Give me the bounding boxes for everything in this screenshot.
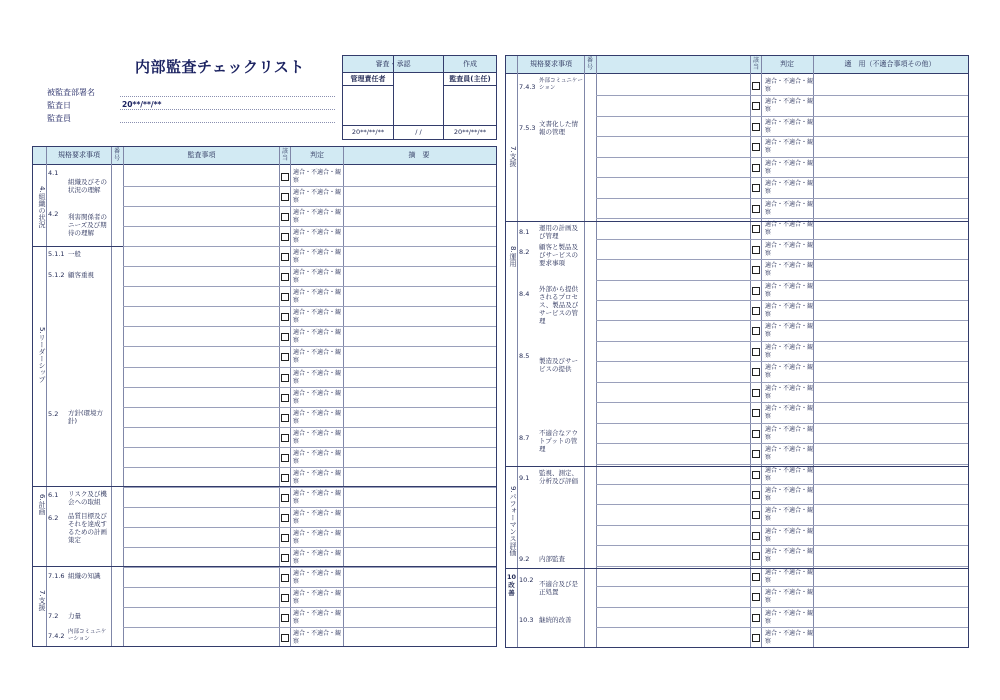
item-number: 4.1 [48, 169, 59, 177]
judgement-text[interactable]: 適合・不適合・観察 [293, 209, 342, 225]
applicable-checkbox[interactable] [752, 368, 760, 376]
col-header-applicable: 該当 [752, 57, 759, 71]
item-number: 9.1 [519, 474, 530, 482]
judgement-text[interactable]: 適合・不適合・観察 [293, 529, 342, 545]
col-header-applicable: 該当 [281, 148, 288, 162]
judgement-text[interactable]: 適合・不適合・観察 [765, 466, 814, 482]
judgement-text[interactable]: 適合・不適合・観察 [293, 169, 342, 184]
applicable-checkbox[interactable] [281, 273, 289, 281]
section-label: 7.支援 [509, 145, 517, 167]
applicable-checkbox[interactable] [752, 532, 760, 540]
judgement-text[interactable]: 適合・不適合・観察 [765, 609, 814, 625]
section-label: 9.パフォーマンス評価 [509, 486, 517, 556]
applicable-checkbox[interactable] [281, 333, 289, 341]
item-number: 8.2 [519, 248, 530, 256]
judgement-text[interactable]: 適合・不適合・観察 [765, 384, 814, 400]
applicable-checkbox[interactable] [281, 594, 289, 602]
left-table-header [33, 147, 496, 165]
item-number: 8.4 [519, 290, 530, 298]
applicable-checkbox[interactable] [281, 454, 289, 462]
judgement-text[interactable]: 適合・不適合・観察 [765, 568, 814, 584]
item-number: 10.2 [519, 576, 534, 584]
judgement-text[interactable]: 適合・不適合・観察 [765, 446, 814, 462]
item-text: リスク及び機会への取組 [68, 490, 107, 506]
right-checklist-table [505, 55, 969, 648]
applicable-checkbox[interactable] [752, 491, 760, 499]
judgement-text[interactable]: 適合・不適合・観察 [765, 241, 814, 257]
applicable-checkbox[interactable] [752, 389, 760, 397]
judgement-text[interactable]: 適合・不適合・観察 [293, 289, 342, 305]
create-header: 作成 [444, 56, 496, 73]
auditor-label: 監査員 [47, 114, 71, 123]
applicable-checkbox[interactable] [752, 634, 760, 642]
section-label: 6.計画 [38, 493, 46, 515]
applicable-checkbox[interactable] [752, 307, 760, 315]
judgement-text[interactable]: 適合・不適合・観察 [765, 180, 814, 196]
applicable-checkbox[interactable] [752, 164, 760, 172]
applicable-checkbox[interactable] [752, 266, 760, 274]
item-number: 7.4.2 [48, 632, 65, 640]
col-header-item: 監査事項 [187, 151, 216, 159]
applicable-checkbox[interactable] [752, 246, 760, 254]
col-line [111, 147, 112, 646]
judgement-text[interactable]: 適合・不適合・観察 [765, 98, 814, 114]
judgement-text[interactable]: 適合・不適合・観察 [293, 549, 342, 565]
judgement-text[interactable]: 適合・不適合・観察 [765, 343, 814, 359]
item-number: 5.1.2 [48, 271, 65, 279]
left-checklist-table [32, 146, 497, 647]
col-line [517, 56, 518, 647]
item-number: 7.2 [48, 612, 59, 620]
applicable-checkbox[interactable] [281, 414, 289, 422]
sig-date-2[interactable]: 20**/**/** [444, 125, 496, 139]
item-text: 利害関係者のニーズ及び期待の理解 [68, 213, 107, 237]
judgement-text[interactable]: 適合・不適合・観察 [293, 509, 342, 525]
applicable-checkbox[interactable] [281, 394, 289, 402]
item-text: 顧客重視 [68, 271, 94, 279]
item-text: 品質目標及びそれを達成するための計画策定 [68, 512, 107, 544]
judgement-text[interactable]: 適合・不適合・観察 [765, 221, 814, 237]
judgement-text[interactable]: 適合・不適合・観察 [765, 507, 814, 523]
judgement-text[interactable]: 適合・不適合・観察 [765, 527, 814, 543]
applicable-checkbox[interactable] [752, 552, 760, 560]
item-text: 力量 [68, 612, 81, 620]
judgement-text[interactable]: 適合・不適合・観察 [293, 249, 342, 265]
date-label: 監査日 [47, 101, 71, 110]
judgement-text[interactable]: 適合・不適合・観察 [765, 139, 814, 155]
judgement-text[interactable]: 適合・不適合・観察 [765, 118, 814, 134]
col-header-judge: 判定 [780, 60, 794, 68]
applicable-checkbox[interactable] [281, 494, 289, 502]
applicable-checkbox[interactable] [281, 374, 289, 382]
judgement-text[interactable]: 適合・不適合・観察 [293, 189, 342, 205]
section-label: 7.支援 [38, 589, 46, 611]
item-text: 製造及びサービスの提供 [539, 357, 578, 373]
col-line [46, 147, 47, 646]
judgement-text[interactable]: 適合・不適合・観察 [765, 323, 814, 339]
auditor-field-line[interactable] [120, 122, 335, 123]
judgement-text[interactable]: 適合・不適合・観察 [765, 405, 814, 421]
applicable-checkbox[interactable] [752, 593, 760, 601]
judgement-text[interactable]: 適合・不適合・観察 [293, 309, 342, 325]
judgement-text[interactable]: 適合・不適合・観察 [293, 429, 342, 445]
item-number: 10.3 [519, 616, 534, 624]
judgement-text[interactable]: 適合・不適合・観察 [293, 449, 342, 465]
applicable-checkbox[interactable] [281, 514, 289, 522]
applicable-checkbox[interactable] [281, 173, 289, 181]
judgement-text[interactable]: 適合・不適合・観察 [765, 200, 814, 216]
judgement-text[interactable]: 適合・不適合・観察 [293, 590, 342, 606]
page-title: 内部監査チェックリスト [135, 58, 305, 76]
item-text: 方針(環境方針) [68, 409, 104, 425]
applicable-checkbox[interactable] [752, 327, 760, 335]
item-text: 運用の計画及び管理 [539, 224, 578, 240]
applicable-checkbox[interactable] [281, 253, 289, 261]
approve-header: 審査・承認 [343, 56, 443, 73]
manager-label: 管理責任者 [343, 73, 393, 86]
sig-date-mid[interactable]: / / [394, 125, 443, 139]
col-header-req: 規格要求事項 [58, 151, 100, 159]
dept-field-line[interactable] [120, 96, 335, 97]
right-table-header [506, 56, 968, 74]
signature-box [342, 55, 497, 140]
judgement-text[interactable]: 適合・不適合・観察 [293, 329, 342, 345]
col-header-req: 規格要求事項 [530, 60, 572, 68]
item-number: 8.7 [519, 434, 530, 442]
item-number: 8.1 [519, 228, 530, 236]
judgement-text[interactable]: 適合・不適合・観察 [765, 548, 814, 564]
judgement-text[interactable]: 適合・不適合・観察 [765, 282, 814, 298]
sig-date-1[interactable]: 20**/**/** [343, 125, 393, 139]
section-label: 8.運用 [509, 245, 517, 267]
applicable-checkbox[interactable] [281, 554, 289, 562]
item-text: 不適合なアウトプットの管理 [539, 429, 578, 453]
applicable-checkbox[interactable] [752, 102, 760, 110]
judgement-text[interactable]: 適合・不適合・観察 [293, 229, 342, 245]
date-field-line [120, 109, 335, 110]
judgement-text[interactable]: 適合・不適合・観察 [293, 389, 342, 405]
item-number: 8.5 [519, 352, 530, 360]
section-label: 4.組織の状況 [38, 186, 46, 228]
section-label: 5.リーダーシップ [38, 326, 46, 383]
judgement-text[interactable]: 適合・不適合・観察 [293, 349, 342, 365]
applicable-checkbox[interactable] [752, 573, 760, 581]
judgement-text[interactable]: 適合・不適合・観察 [765, 630, 814, 646]
item-text: 顧客と製品及びサービスの要求事項 [539, 243, 578, 267]
applicable-checkbox[interactable] [752, 430, 760, 438]
applicable-checkbox[interactable] [752, 123, 760, 131]
applicable-checkbox[interactable] [281, 614, 289, 622]
item-text: 不適合及び是正処置 [539, 580, 578, 596]
item-number: 7.4.3 [519, 83, 536, 91]
item-number: 6.1 [48, 491, 59, 499]
section-label: 10改善 [506, 573, 517, 597]
item-text: 外部コミュニケーション [539, 78, 583, 91]
judgement-text[interactable]: 適合・不適合・観察 [293, 570, 342, 585]
applicable-checkbox[interactable] [281, 634, 289, 642]
applicable-checkbox[interactable] [752, 143, 760, 151]
col-header-summary: 摘 要 [408, 151, 430, 159]
judgement-text[interactable]: 適合・不適合・観察 [293, 630, 342, 646]
col-line [584, 56, 585, 647]
judgement-text[interactable]: 適合・不適合・観察 [293, 369, 342, 385]
item-number: 5.1.1 [48, 250, 65, 258]
item-text: 外部から提供されるプロセス、製品及びサービスの管理 [539, 285, 579, 325]
item-number: 6.2 [48, 514, 59, 522]
item-number: 7.5.3 [519, 124, 536, 132]
item-text: 組織の知識 [68, 572, 101, 580]
col-header-remarks: 適 用（不適合事項その他） [844, 60, 936, 68]
applicable-checkbox[interactable] [752, 82, 760, 90]
applicable-checkbox[interactable] [752, 287, 760, 295]
judgement-text[interactable]: 適合・不適合・観察 [293, 489, 342, 505]
item-text: 組織及びその状況の理解 [68, 178, 107, 194]
judgement-text[interactable]: 適合・不適合・観察 [293, 610, 342, 626]
applicable-checkbox[interactable] [752, 348, 760, 356]
judgement-text[interactable]: 適合・不適合・観察 [765, 262, 814, 278]
judgement-text[interactable]: 適合・不適合・観察 [765, 487, 814, 502]
applicable-checkbox[interactable] [281, 293, 289, 301]
col-header-judge: 判定 [310, 151, 324, 159]
applicable-checkbox[interactable] [752, 184, 760, 192]
judgement-text[interactable]: 適合・不適合・観察 [765, 78, 814, 93]
applicable-checkbox[interactable] [281, 353, 289, 361]
applicable-checkbox[interactable] [752, 450, 760, 458]
applicable-checkbox[interactable] [281, 434, 289, 442]
item-text: 継続的改善 [539, 616, 572, 624]
applicable-checkbox[interactable] [752, 614, 760, 622]
applicable-checkbox[interactable] [752, 471, 760, 479]
item-text: 内部コミュニケーション [68, 629, 107, 642]
judgement-text[interactable]: 適合・不適合・観察 [765, 302, 814, 318]
judgement-text[interactable]: 適合・不適合・観察 [293, 269, 342, 285]
applicable-checkbox[interactable] [752, 409, 760, 417]
item-number: 4.2 [48, 210, 59, 218]
col-header-no: 番号 [113, 148, 120, 162]
judgement-text[interactable]: 適合・不適合・観察 [765, 364, 814, 380]
judgement-text[interactable]: 適合・不適合・観察 [765, 589, 814, 605]
date-value[interactable]: 20**/**/** [122, 100, 162, 109]
applicable-checkbox[interactable] [281, 474, 289, 482]
item-text: 監視、測定、分析及び評価 [539, 469, 578, 485]
item-text: 内部監査 [539, 555, 565, 563]
item-number: 9.2 [519, 555, 530, 563]
applicable-checkbox[interactable] [281, 193, 289, 201]
judgement-text[interactable]: 適合・不適合・観察 [293, 469, 342, 485]
applicable-checkbox[interactable] [281, 233, 289, 241]
judgement-text[interactable]: 適合・不適合・観察 [765, 159, 814, 175]
applicable-checkbox[interactable] [752, 511, 760, 519]
applicable-checkbox[interactable] [752, 205, 760, 213]
item-number: 5.2 [48, 410, 59, 418]
item-text: 一般 [68, 250, 81, 258]
applicable-checkbox[interactable] [752, 225, 760, 233]
applicable-checkbox[interactable] [281, 574, 289, 582]
dept-label: 被監査部署名 [47, 88, 95, 97]
lead-auditor-label: 監査員(主任) [444, 73, 496, 86]
col-header-no: 番号 [586, 57, 593, 71]
applicable-checkbox[interactable] [281, 534, 289, 542]
judgement-text[interactable]: 適合・不適合・観察 [765, 425, 814, 441]
applicable-checkbox[interactable] [281, 213, 289, 221]
item-number: 7.1.6 [48, 572, 65, 580]
applicable-checkbox[interactable] [281, 313, 289, 321]
judgement-text[interactable]: 適合・不適合・観察 [293, 409, 342, 425]
item-text: 文書化した情報の管理 [539, 120, 578, 136]
